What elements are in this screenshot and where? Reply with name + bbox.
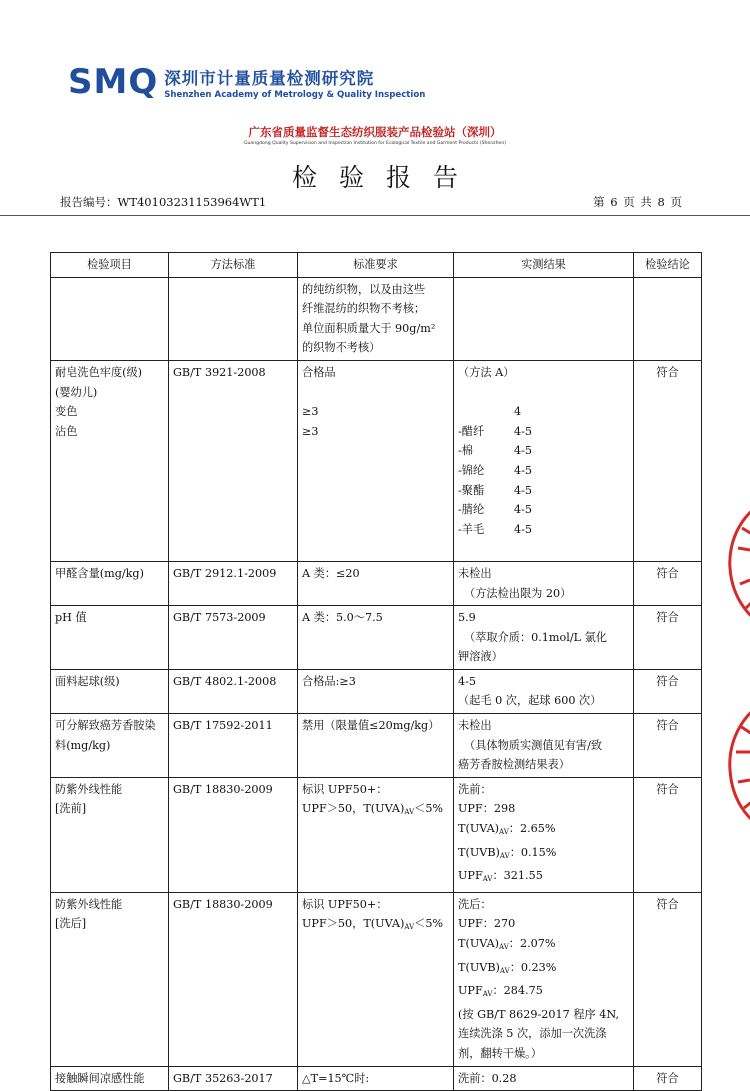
table-row [51, 606, 702, 670]
stain-row: -醋纤 4-5 [458, 424, 533, 438]
table-row [51, 892, 702, 1066]
requirement-cell: 合格品:≥3 [298, 669, 454, 713]
institution-name-cn: 广东省质量监督生态纺织服装产品检验站（深圳） [248, 125, 502, 139]
col-header-item: 检验项目 [51, 253, 169, 278]
conclusion-cell: 符合 [634, 892, 702, 1066]
result-cell: 未检出 （具体物质实测值见有害/致 癌芳香胺检测结果表） [454, 714, 634, 778]
method-cell: GB/T 4802.1-2008 [169, 669, 298, 713]
institution-banner [0, 124, 750, 146]
method-cell: GB/T 18830-2009 [169, 777, 298, 892]
item-cell: 可分解致癌芳香胺染 料(mg/kg) [51, 714, 169, 778]
method-cell: GB/T 3921-2008 [169, 360, 298, 561]
col-header-result: 实测结果 [454, 253, 634, 278]
seal-stamp-icon [720, 690, 750, 840]
conclusion-cell: 符合 [634, 714, 702, 778]
method-cell: GB/T 18830-2009 [169, 892, 298, 1066]
stain-row: -聚酯 4-5 [458, 483, 533, 497]
requirement-cell: 的纯纺织物，以及由这些 纤维混纺的织物不考核； 单位面积质量大于 90g/m² 的织物不考核） [298, 277, 454, 360]
method-cell: GB/T 7573-2009 [169, 606, 298, 670]
header-divider [0, 215, 750, 216]
col-header-requirement: 标准要求 [298, 253, 454, 278]
table-row [51, 277, 702, 360]
col-header-method: 方法标准 [169, 253, 298, 278]
method-cell: GB/T 2912.1-2009 [169, 561, 298, 605]
requirement-cell: 标识 UPF50+： UPF＞50，$T(UVA)_{AV}<5\%$ [298, 892, 454, 1066]
report-number: 报告编号：WT40103231153964WT1 [60, 195, 267, 209]
seal-stamp-icon [720, 488, 750, 638]
result-cell: 5.9 （萃取介质：0.1mol/L 氯化 钾溶液） [454, 606, 634, 670]
item-cell: 防紫外线性能 [洗后] [51, 892, 169, 1066]
org-logo [68, 62, 425, 102]
conclusion-cell: 符合 [634, 561, 702, 605]
conclusion-cell: 符合 [634, 777, 702, 892]
org-name-en: Shenzhen Academy of Metrology & Quality Inspection [164, 89, 426, 100]
item-cell: 面料起球(级) [51, 669, 169, 713]
requirement-cell: 合格品 ≥3 ≥3 [298, 360, 454, 561]
requirement-cell: △T=15℃时: [298, 1066, 454, 1091]
page-indicator: 第 6 页 共 8 页 [593, 195, 682, 209]
requirement-cell: A 类：≤20 [298, 561, 454, 605]
col-header-conclusion: 检验结论 [634, 253, 702, 278]
table-row [51, 777, 702, 892]
requirement-cell: A 类：5.0～7.5 [298, 606, 454, 670]
conclusion-cell: 符合 [634, 360, 702, 561]
stain-row: -羊毛 4-5 [458, 522, 533, 536]
requirement-cell: 禁用（限量值≤20mg/kg） [298, 714, 454, 778]
item-cell: 甲醛含量(mg/kg) [51, 561, 169, 605]
result-cell: 洗后： UPF：270 $T(UVA)_{AV}$：2.07% $T(UVB)_{AV}$：0.23% $UPF_{AV}$：284.75 (按 GB/T 8629-2017 程序 4N, 连续洗涤 5 次，添加一次洗涤 剂，翻转干燥。） [454, 892, 634, 1066]
inspection-table [50, 252, 702, 1091]
conclusion-cell: 符合 [634, 669, 702, 713]
result-cell: 4-5 （起毛 0 次，起球 600 次） [454, 669, 634, 713]
institution-name-en: Guangdong Quality Supervision and Inspection Institution for Ecological Textile and Garment Products (Shenzhen) [243, 141, 507, 146]
requirement-cell: 标识 UPF50+： UPF＞50，$T(UVA)_{AV}<5\%$ [298, 777, 454, 892]
method-cell: GB/T 35263-2017 [169, 1066, 298, 1091]
result-cell: 洗前： UPF：298 $T(UVA)_{AV}$：2.65% $T(UVB)_{AV}$：0.15% $UPF_{AV}$：321.55 [454, 777, 634, 892]
table-row [51, 669, 702, 713]
org-name-cn: 深圳市计量质量检测研究院 [164, 68, 375, 88]
table-row [51, 714, 702, 778]
result-cell: （方法 A） 4 -醋纤 4-5 -棉 4-5 -锦纶 4-5 -聚酯 4-5 -腈纶 4-5 -羊毛 4-5 [454, 360, 634, 561]
table-row [51, 561, 702, 605]
table-row [51, 1066, 702, 1091]
item-cell: 耐皂洗色牢度(级) (婴幼儿) 变色 沾色 [51, 360, 169, 561]
stain-row: -锦纶 4-5 [458, 463, 533, 477]
report-title: 检验报告 [291, 163, 480, 192]
method-cell: GB/T 17592-2011 [169, 714, 298, 778]
stain-row: -棉 4-5 [458, 444, 533, 458]
result-cell: 洗前：0.28 [454, 1066, 634, 1091]
stain-row: -腈纶 4-5 [458, 503, 533, 517]
conclusion-cell: 符合 [634, 606, 702, 670]
conclusion-cell: 符合 [634, 1066, 702, 1091]
table-header-row [51, 253, 702, 278]
item-cell: 防紫外线性能 [洗前] [51, 777, 169, 892]
logo-mark: SMQ [68, 62, 159, 102]
result-cell: 未检出 （方法检出限为 20） [454, 561, 634, 605]
item-cell: pH 值 [51, 606, 169, 670]
table-row [51, 360, 702, 561]
item-cell: 接触瞬间凉感性能 [51, 1066, 169, 1091]
